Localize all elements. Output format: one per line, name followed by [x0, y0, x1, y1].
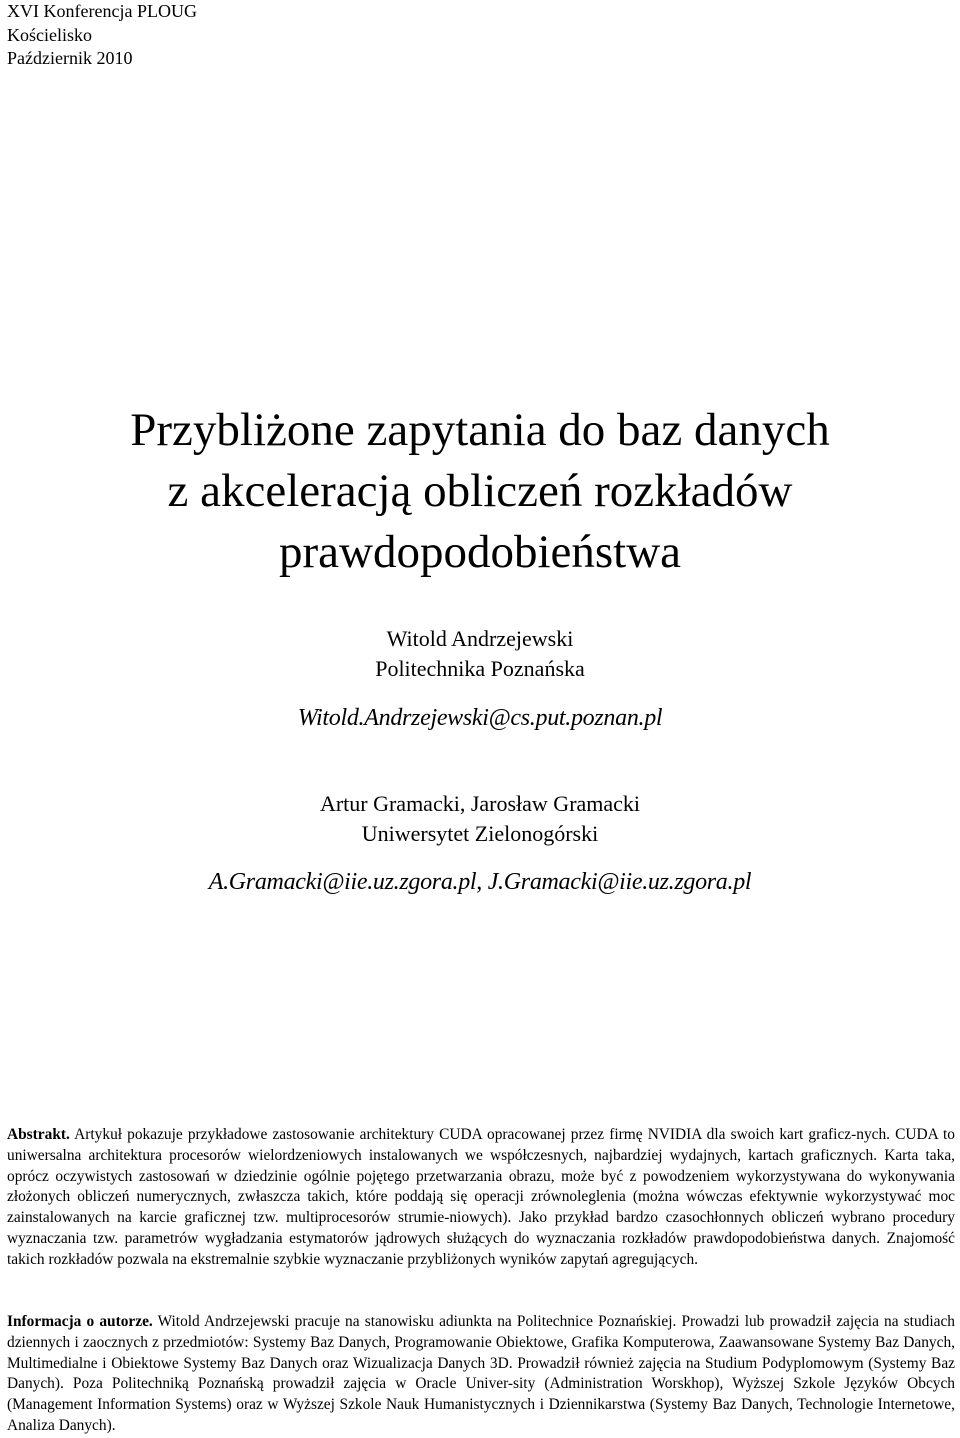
title-line: z akceleracją obliczeń rozkładów — [167, 465, 793, 517]
abstract-section — [7, 1125, 955, 1271]
title-line: Przybliżone zapytania do baz danych — [130, 404, 830, 456]
author2-affiliation: Uniwersytet Zielonogórski — [361, 821, 599, 846]
conference-location: Kościelisko — [7, 24, 92, 45]
title-line: prawdopodobieństwa — [278, 526, 682, 578]
author-info-text: Witold Andrzejewski pracuje na stanowisku adiunkta na Politechnice Poznańskiej. Prowadzi lub prowadził zajęcia na studiach dziennych i zaocznych z przedmiotów: Systemy Baz Danych, Programowanie Obiektowe, Grafika Komputerowa, Zaawansowane Systemy Baz Danych, Multimedialne i Obiektowe Systemy Baz Danych oraz Wizualizacja Danych 3D. Prowadził również zajęcia na Studium Podyplomowym (Systemy Baz Danych). Poza Politechniką Poznańską prowadził zajęcia w Oracle Univer-sity (Administration Worskhop), Wyższej Szkole Języków Obcych (Management Information Systems) oraz w Wyższej Szkole Nauk Humanistycznych i Dziennikarstwa (Systemy Baz Danych, Technologie Internetowe, Analiza Danych). — [7, 1313, 955, 1434]
paper-title — [0, 400, 960, 583]
author1-email: Witold.Andrzejewski@cs.put.poznan.pl — [297, 705, 663, 731]
author2-emails: A.Gramacki@iie.uz.zgora.pl, J.Gramacki@iie.uz.zgora.pl — [208, 869, 752, 895]
author1-affiliation: Politechnika Poznańska — [375, 656, 585, 681]
author-info-section — [7, 1312, 955, 1437]
author1-name: Witold Andrzejewski — [386, 626, 574, 651]
abstract-label: Abstrakt. — [7, 1126, 70, 1143]
author1-block — [0, 624, 960, 684]
author-info-label: Informacja o autorze. — [7, 1313, 153, 1330]
conference-date: Październik 2010 — [7, 48, 133, 68]
author2-names: Artur Gramacki, Jarosław Gramacki — [319, 791, 641, 816]
conference-name: XVI Konferencja PLOUG — [7, 1, 197, 21]
conference-header — [7, 0, 197, 71]
abstract-text: Artykuł pokazuje przykładowe zastosowanie architektury CUDA opracowanej przez firmę NVIDIA dla swoich kart graficz-nych. CUDA to uniwersalna architektura procesorów wielordzeniowych instalowanych we współczesnych, najbardziej wydajnych, kartach graficznych. Karta taka, oprócz oczywistych zastosowań w dziedzinie ogólnie pojętego przetwarzania obrazu, może być z powodzeniem wykorzystywana do wykonywania złożonych obliczeń numerycznych, zwłaszcza takich, które poddają się operacji zrównoleglenia (można wówczas efektywnie wykorzystywać moc zainstalowanych na karcie graficznej tzw. multiprocesorów strumie-niowych). Jako przykład bardzo czasochłonnych obliczeń wybrano procedury wyznaczania tzw. parametrów wygładzania estymatorów jądrowych służących do wyznaczania rozkładów prawdopodobieństwa danych. Znajomość takich rozkładów pozwala na ekstremalnie szybkie wyznaczanie przybliżonych wyników zapytań agregujących. — [7, 1126, 956, 1268]
author2-block — [0, 789, 960, 849]
